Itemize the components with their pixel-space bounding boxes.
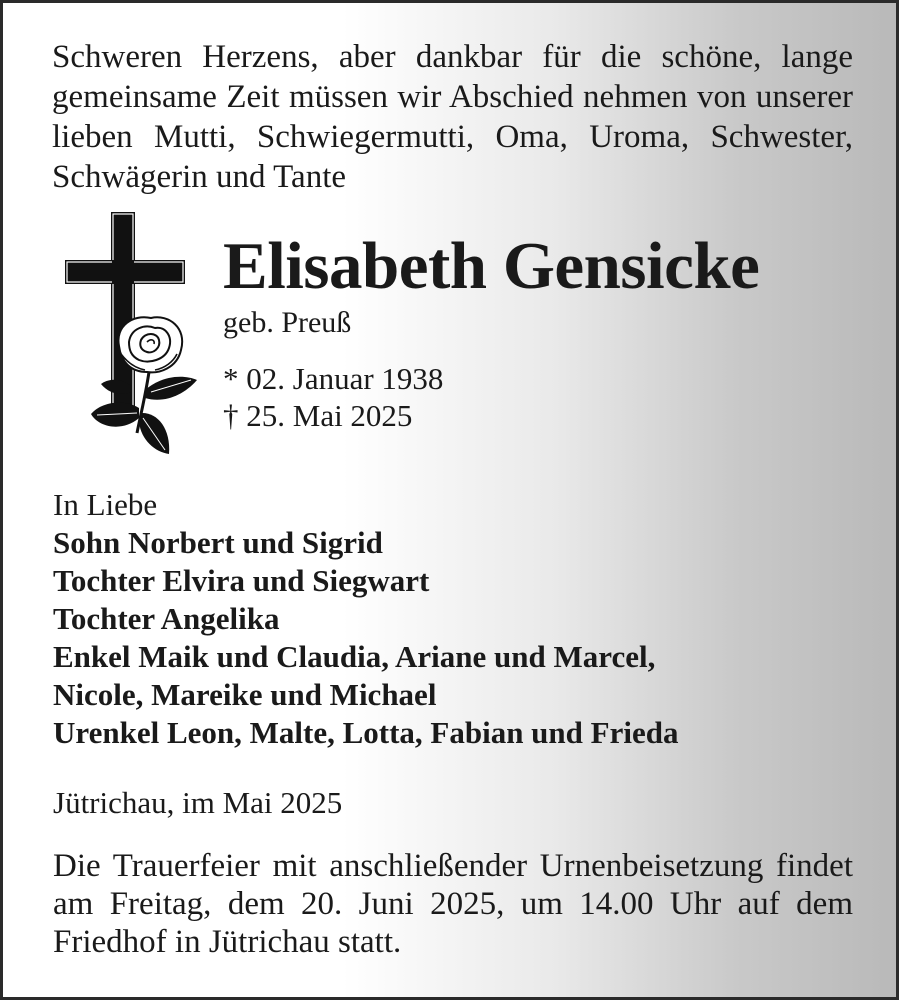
mourner-line: Sohn Norbert und Sigrid bbox=[53, 525, 383, 560]
deceased-name: Elisabeth Gensicke bbox=[223, 229, 760, 303]
mourners-list bbox=[53, 486, 678, 752]
mourner-line: Nicole, Mareike und Michael bbox=[53, 677, 437, 712]
mourner-line: Tochter Angelika bbox=[53, 601, 280, 636]
ceremony-text: Die Trauerfeier mit anschließender Urnenbeisetzung findet am Freitag, dem 20. Juni 2025, um 14.00 Uhr auf dem Friedhof in Jütrichau statt. bbox=[53, 848, 853, 960]
mourners-intro: In Liebe bbox=[53, 487, 158, 522]
mourner-line: Tochter Elvira und Siegwart bbox=[53, 563, 430, 598]
mourner-line: Enkel Maik und Claudia, Ariane und Marcel, bbox=[53, 639, 656, 674]
birth-date: * 02. Januar 1938 bbox=[223, 361, 444, 396]
intro-text: Schweren Herzens, aber dankbar für die schöne, lange gemeinsame Zeit müssen wir Abschied nehmen von unserer lieben Mutti, Schwiegermutti, Oma, Uroma, Schwester, Schwägerin und Tante bbox=[52, 39, 853, 195]
cross-with-rose-icon bbox=[61, 208, 211, 463]
maiden-name: geb. Preuß bbox=[223, 306, 352, 339]
mourner-line: Urenkel Leon, Malte, Lotta, Fabian und Frieda bbox=[53, 715, 679, 750]
death-date: † 25. Mai 2025 bbox=[223, 398, 413, 433]
place-date: Jütrichau, im Mai 2025 bbox=[53, 785, 343, 820]
